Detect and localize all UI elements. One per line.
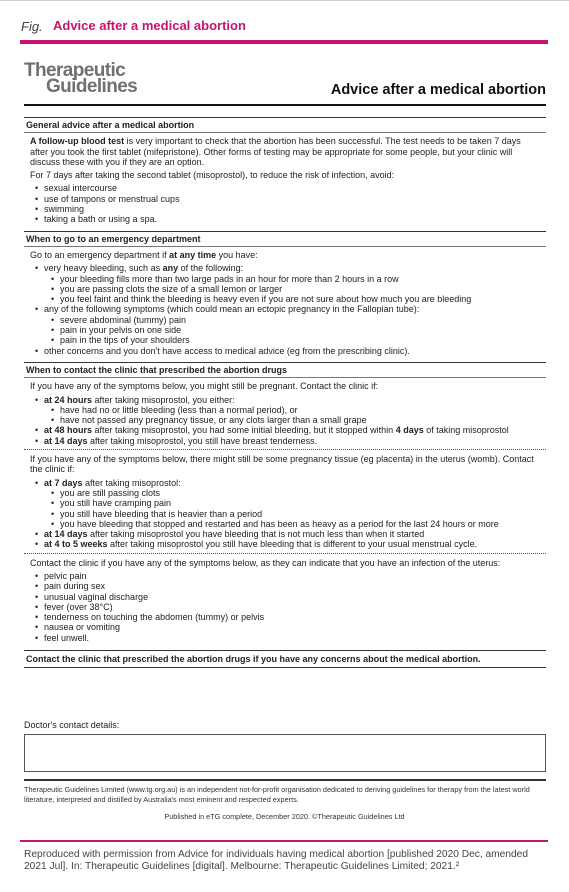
section-heading-general: General advice after a medical abortion <box>24 117 546 133</box>
sub-list-item: • your bleeding fills more than two large pads in an hour for more than 2 hours in a row <box>60 274 540 284</box>
text: you have: <box>216 249 258 260</box>
follow-up-text: is very important to check that the abortion has been successful. The test needs to be taken 7 days after you took the first tablet (mifepristone). Other forms of testing may be appropriate for some people, but your clinic will discuss these with you if they are an option. <box>30 136 521 167</box>
figure-title: Advice after a medical abortion <box>53 18 246 33</box>
final-advice: Contact the clinic that prescribed the abortion drugs if you have any concerns about the medical abortion. <box>24 650 546 668</box>
pregnancy-list <box>30 395 540 446</box>
avoid-list <box>30 183 540 224</box>
follow-up-paragraph <box>30 136 540 167</box>
text: very heavy bleeding, such as <box>44 263 163 274</box>
logo-line-2: Guidelines <box>46 76 138 97</box>
sub-list-item: • pain in your pelvis on one side <box>60 325 540 335</box>
figure-header <box>0 0 569 43</box>
title-rule <box>24 104 546 106</box>
list-item: • other concerns and you don't have access to medical advice (eg from the prescribing clinic). <box>44 346 540 356</box>
emergency-intro <box>30 250 540 260</box>
sub-list-item: • severe abdominal (tummy) pain <box>60 315 540 325</box>
document-title: Advice after a medical abortion <box>330 82 546 98</box>
list-item <box>44 395 540 426</box>
dotted-divider <box>24 449 546 450</box>
sub-list-item: • you feel faint and think the bleeding is heavy even if you are not sure about how much you are bleeding <box>60 294 540 304</box>
reproduction-credit: Reproduced with permission from Advice for individuals having medical abortion [published 2020 Dec, amended 2021 Jul]. In: Therapeutic Guidelines [digital]. Melbourne: Therapeutic Guidelines Limited; 2021.² <box>24 849 528 873</box>
list-item: • swimming <box>44 204 540 214</box>
list-item: • pain during sex <box>44 581 540 591</box>
section-emergency <box>24 247 546 362</box>
footer-accent-bar <box>20 840 548 842</box>
dotted-divider <box>24 553 546 554</box>
section-heading-emergency: When to go to an emergency department <box>24 231 546 247</box>
text: any of the following symptoms (which could mean an ectopic pregnancy in the Fallopian tube): <box>44 304 420 315</box>
text: after taking misoprostol you still have bleeding that is different to your usual menstrual cycle. <box>107 539 478 550</box>
emphasis: at 14 days <box>44 529 88 540</box>
infection-list <box>30 571 540 643</box>
list-item: • unusual vaginal discharge <box>44 592 540 602</box>
text: after taking misoprostol you have bleeding that is not much less than when it started <box>87 529 425 540</box>
list-item <box>44 539 540 549</box>
sub-list-item: • you still have bleeding that is heavier than a period <box>60 509 540 519</box>
text: of taking misoprostol <box>423 425 509 436</box>
list-item <box>44 478 540 529</box>
sub-list <box>44 274 540 305</box>
therapeutic-guidelines-logo <box>24 60 138 97</box>
text: of the following: <box>178 263 244 274</box>
emphasis: at 14 days <box>44 435 88 446</box>
contact-details-label: Doctor's contact details: <box>24 720 120 730</box>
text: after taking misoprostol: <box>82 477 181 488</box>
list-item: • pelvic pain <box>44 571 540 581</box>
list-item: • sexual intercourse <box>44 183 540 193</box>
sub-list-item: • you are still passing clots <box>60 488 540 498</box>
document-body <box>24 117 546 668</box>
text: after taking misoprostol, you still have breast tenderness. <box>87 435 318 446</box>
emphasis: any <box>162 263 179 274</box>
sub-list-item: • pain in the tips of your shoulders <box>60 335 540 345</box>
figure-label: Fig. <box>21 19 43 34</box>
section-general <box>24 133 546 230</box>
section-heading-clinic: When to contact the clinic that prescribed the abortion drugs <box>24 362 546 378</box>
sub-list-item: • have not passed any pregnancy tissue, or any clots larger than a small grape <box>60 415 540 425</box>
section-clinic <box>24 378 546 649</box>
emphasis: 4 days <box>395 425 424 436</box>
infection-intro: Contact the clinic if you have any of the symptoms below, as they can indicate that you have an infection of the uterus: <box>30 557 501 568</box>
avoid-intro: For 7 days after taking the second tablet (misoprostol), to reduce the risk of infection, avoid: <box>30 170 395 181</box>
footer-org-text: Therapeutic Guidelines Limited (www.tg.org.au) is an independent not-for-profit organisation dedicated to deriving guidelines for therapy from the latest world literature, interpreted and distilled by Australia's most eminent and respected experts. <box>24 785 530 804</box>
list-item <box>44 304 540 345</box>
published-note: Published in eTG complete, December 2020. ©Therapeutic Guidelines Ltd <box>164 812 405 821</box>
emergency-list <box>30 263 540 356</box>
emphasis: at 4 to 5 weeks <box>44 539 108 550</box>
list-item <box>44 436 540 446</box>
logo-line-1: Therapeutic <box>24 60 126 81</box>
list-item: • taking a bath or using a spa. <box>44 214 540 224</box>
list-item: • tenderness on touching the abdomen (tummy) or pelvis <box>44 612 540 622</box>
sub-list <box>44 405 540 426</box>
header-accent-bar <box>20 40 548 44</box>
list-item <box>44 425 540 435</box>
follow-up-bold: A follow-up blood test <box>30 136 125 147</box>
emphasis: at 48 hours <box>44 425 93 436</box>
sub-list-item: • you have bleeding that stopped and restarted and has been as heavy as a period for the last 24 hours or more <box>60 519 540 529</box>
list-item <box>44 263 540 304</box>
sub-list <box>44 315 540 346</box>
pregnancy-intro: If you have any of the symptoms below, you might still be pregnant. Contact the clinic if: <box>30 381 379 392</box>
text: after taking misoprostol, you either: <box>92 394 235 405</box>
list-item <box>44 529 540 539</box>
sub-list-item: • you still have cramping pain <box>60 498 540 508</box>
list-item: • fever (over 38°C) <box>44 602 540 612</box>
tissue-list <box>30 478 540 550</box>
emphasis: at 24 hours <box>44 394 93 405</box>
list-item: • nausea or vomiting <box>44 622 540 632</box>
footer-rule <box>24 779 546 781</box>
emphasis: at 7 days <box>44 477 83 488</box>
sub-list <box>44 488 540 529</box>
emphasis: at any time <box>169 249 217 260</box>
sub-list-item: • you are passing clots the size of a small lemon or larger <box>60 284 540 294</box>
text: after taking misoprostol, you had some initial bleeding, but it stopped within <box>92 425 396 436</box>
list-item: • feel unwell. <box>44 633 540 643</box>
sub-list-item: • have had no or little bleeding (less than a normal period), or <box>60 405 540 415</box>
text: Go to an emergency department if <box>30 249 170 260</box>
tissue-intro: If you have any of the symptoms below, there might still be some pregnancy tissue (eg placenta) in the uterus (womb). Contact the clinic if: <box>30 454 534 475</box>
contact-details-field[interactable] <box>24 734 546 772</box>
list-item: • use of tampons or menstrual cups <box>44 194 540 204</box>
